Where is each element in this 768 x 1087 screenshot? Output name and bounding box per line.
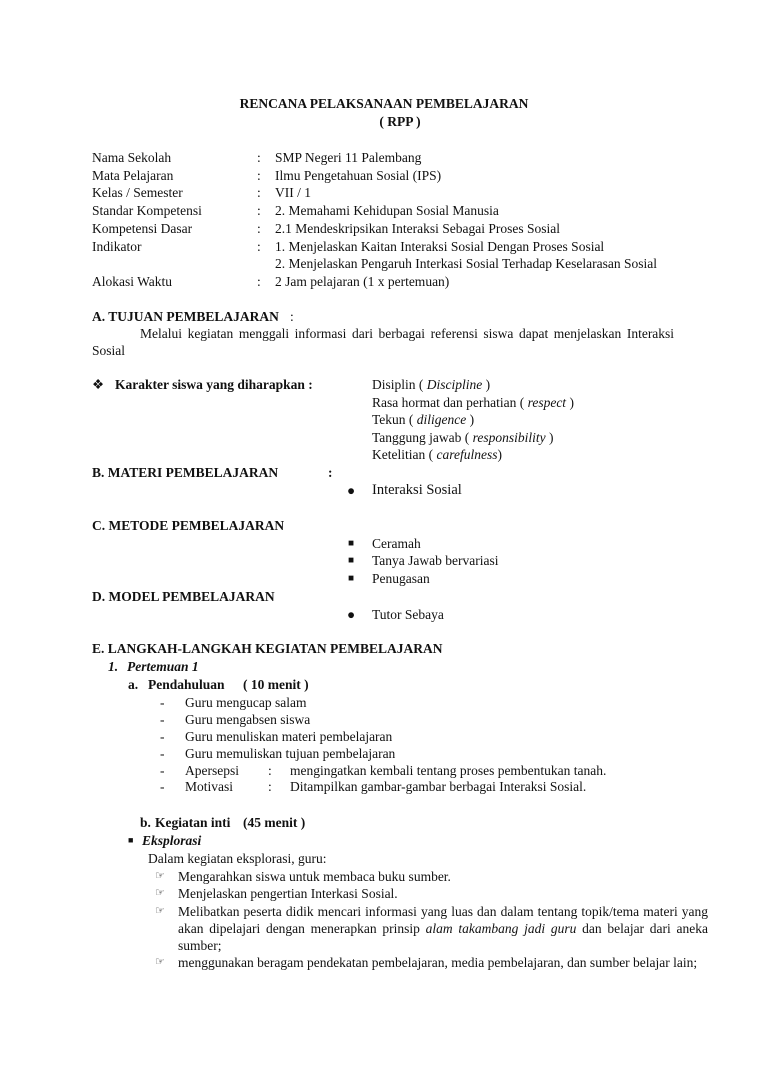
info-value: Ilmu Pengetahuan Sosial (IPS) [275, 168, 442, 183]
text: Disiplin ( [372, 377, 427, 392]
section-b-heading: B. MATERI PEMBELAJARAN [92, 465, 279, 480]
pertemuan-title: Pertemuan 1 [127, 659, 199, 674]
square-bullet-icon: ■ [348, 538, 355, 549]
pendahuluan-title: Pendahuluan [148, 677, 225, 692]
colon: : [328, 465, 333, 480]
diamond-bullet-icon: ❖ [92, 377, 105, 392]
section-a-heading: A. TUJUAN PEMBELAJARAN [92, 309, 279, 324]
metode-item: Ceramah [372, 536, 421, 551]
text: ) [545, 430, 554, 445]
karakter-label: Karakter siswa yang diharapkan : [115, 377, 313, 392]
dash-bullet: - [160, 695, 165, 710]
square-bullet-icon: ■ [348, 573, 355, 584]
pertemuan-number: 1. [108, 659, 119, 674]
dash-bullet: - [160, 779, 165, 794]
text: respect [527, 395, 567, 410]
dash-bullet: - [160, 729, 165, 744]
text: responsibility [472, 430, 546, 445]
page-subtitle: ( RPP ) [379, 114, 421, 129]
text: diligence [416, 412, 467, 427]
model-item: Tutor Sebaya [372, 607, 444, 622]
pointing-hand-icon: ☞ [155, 905, 165, 917]
inti-letter: b. [140, 815, 151, 830]
pendahuluan-letter: a. [128, 677, 139, 692]
text: Rasa hormat dan perhatian ( [372, 395, 528, 410]
info-value: 1. Menjelaskan Kaitan Interaksi Sosial Dengan Proses Sosial [275, 239, 605, 254]
info-label: Standar Kompetensi [92, 203, 202, 218]
dash-bullet: - [160, 763, 165, 778]
colon: : [257, 150, 261, 165]
text: Tanggung jawab ( [372, 430, 473, 445]
section-c-heading: C. METODE PEMBELAJARAN [92, 518, 285, 533]
square-bullet-icon: ■ [348, 555, 355, 566]
text: Discipline [426, 377, 483, 392]
eksplorasi-item: menggunakan beragam pendekatan pembelajaran, media pembelajaran, dan sumber belajar lain; [178, 955, 698, 970]
dash-bullet: - [160, 746, 165, 761]
text: alam takambang jadi guru [425, 921, 577, 936]
info-value: VII / 1 [275, 185, 311, 200]
info-label: Indikator [92, 239, 142, 254]
eksplorasi-intro: Dalam kegiatan eksplorasi, guru: [148, 851, 327, 866]
info-label: Nama Sekolah [92, 150, 172, 165]
info-value: 2.1 Mendeskripsikan Interaksi Sebagai Proses Sosial [275, 221, 560, 236]
text: Ketelitian ( [372, 447, 437, 462]
text: carefulness [436, 447, 498, 462]
page-title: RENCANA PELAKSANAAN PEMBELAJARAN [239, 96, 529, 111]
square-bullet-icon: ■ [128, 835, 134, 845]
colon: : [257, 239, 261, 254]
text: Tekun ( [372, 412, 417, 427]
eksplorasi-item: Menjelaskan pengertian Interkasi Sosial. [178, 886, 398, 901]
eksplorasi-item: Mengarahkan siswa untuk membaca buku sumber. [178, 869, 451, 884]
info-label: Alokasi Waktu [92, 274, 173, 289]
info-label: Kompetensi Dasar [92, 221, 193, 236]
karakter-item [372, 376, 490, 393]
dash-bullet: - [160, 712, 165, 727]
apersepsi-value: mengingatkan kembali tentang proses pembentukan tanah. [290, 763, 607, 778]
pointing-hand-icon: ☞ [155, 956, 165, 968]
pendahuluan-item: Guru mengucap salam [185, 695, 307, 710]
info-value: 2. Menjelaskan Pengaruh Interkasi Sosial Terhadap Keselarasan Sosial [275, 256, 657, 271]
karakter-item [372, 411, 474, 428]
colon: : [290, 309, 294, 324]
motivasi-label: Motivasi [185, 779, 234, 794]
info-value: SMP Negeri 11 Palembang [275, 150, 422, 165]
pendahuluan-time: ( 10 menit ) [243, 677, 309, 692]
text: dan belajar dari aneka sumber; [178, 921, 709, 953]
section-a-text-cont: Sosial [92, 343, 126, 358]
dot-bullet-icon: ● [347, 607, 356, 622]
inti-title: Kegiatan inti [155, 815, 231, 830]
text: ) [566, 395, 574, 410]
info-value: 2. Memahami Kehidupan Sosial Manusia [275, 203, 499, 218]
karakter-item [372, 394, 574, 411]
section-e-heading: E. LANGKAH-LANGKAH KEGIATAN PEMBELAJARAN [92, 641, 443, 656]
text: ) [497, 447, 502, 462]
pendahuluan-item: Guru menuliskan materi pembelajaran [185, 729, 393, 744]
colon: : [257, 221, 261, 236]
info-label: Kelas / Semester [92, 185, 183, 200]
section-d-heading: D. MODEL PEMBELAJARAN [92, 589, 275, 604]
eksplorasi-item [178, 903, 708, 954]
colon: : [257, 185, 261, 200]
inti-time: (45 menit ) [243, 815, 306, 830]
text: ) [482, 377, 491, 392]
apersepsi-label: Apersepsi [185, 763, 239, 778]
karakter-item [372, 429, 554, 446]
materi-item: Interaksi Sosial [372, 482, 462, 498]
text: ) [466, 412, 475, 427]
colon: : [257, 203, 261, 218]
metode-item: Tanya Jawab bervariasi [372, 553, 499, 568]
karakter-item [372, 446, 502, 463]
pendahuluan-item: Guru mengabsen siswa [185, 712, 311, 727]
section-a-text: Melalui kegiatan menggali informasi dari berbagai referensi siswa dapat menjelaskan Interaksi [140, 326, 675, 341]
pointing-hand-icon: ☞ [155, 887, 165, 899]
colon: : [257, 274, 261, 289]
motivasi-value: Ditampilkan gambar-gambar berbagai Interaksi Sosial. [290, 779, 587, 794]
pointing-hand-icon: ☞ [155, 870, 165, 882]
eksplorasi-title: Eksplorasi [142, 833, 202, 848]
colon: : [257, 168, 261, 183]
colon: : [268, 763, 272, 778]
pendahuluan-item: Guru memuliskan tujuan pembelajaran [185, 746, 396, 761]
info-value: 2 Jam pelajaran (1 x pertemuan) [275, 274, 450, 289]
info-label: Mata Pelajaran [92, 168, 174, 183]
colon: : [268, 779, 272, 794]
text: Melibatkan peserta didik mencari informasi yang luas dan dalam tentang topik/tema materi yang akan dipelajari dengan menerapkan prinsip [178, 904, 708, 936]
metode-item: Penugasan [372, 571, 430, 586]
dot-bullet-icon: ● [347, 483, 356, 498]
